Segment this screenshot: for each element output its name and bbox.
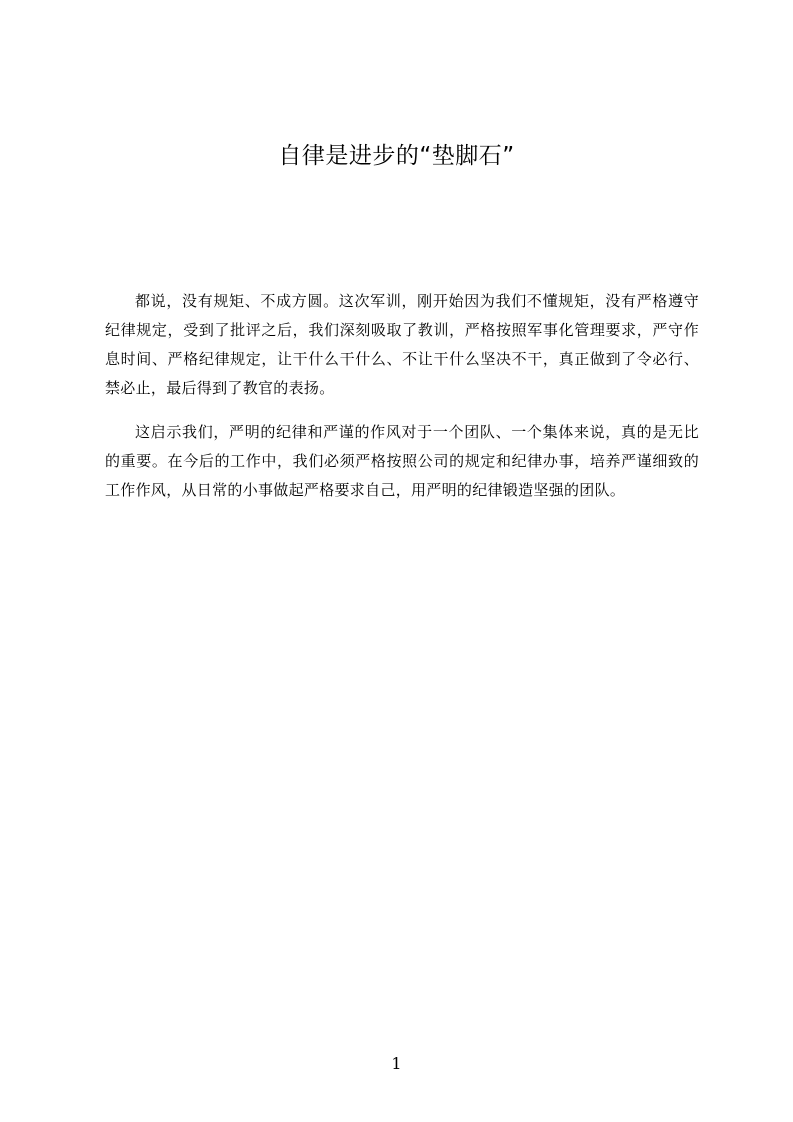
page-number: 1 — [391, 1054, 402, 1073]
page-title: 自律是进步的“垫脚石” — [278, 143, 515, 169]
body-paragraph-1: 都说，没有规矩、不成方圆。这次军训，刚开始因为我们不懂规矩，没有严格遵守纪律规定，受到了批评之后，我们深刻吸取了教训，严格按照军事化管理要求，严守作息时间、严格纪律规定，让干什么干什么、不让干什么坚决不干，真正做到了令必行、禁必止，最后得到了教官的表扬。 — [105, 292, 699, 397]
body-paragraph-2: 这启示我们，严明的纪律和严谨的作风对于一个团队、一个集体来说，真的是无比的重要。在今后的工作中，我们必须严格按照公司的规定和纪律办事，培养严谨细致的工作作风，从日常的小事做起严格要求自己，用严明的纪律锻造坚强的团队。 — [105, 423, 699, 499]
